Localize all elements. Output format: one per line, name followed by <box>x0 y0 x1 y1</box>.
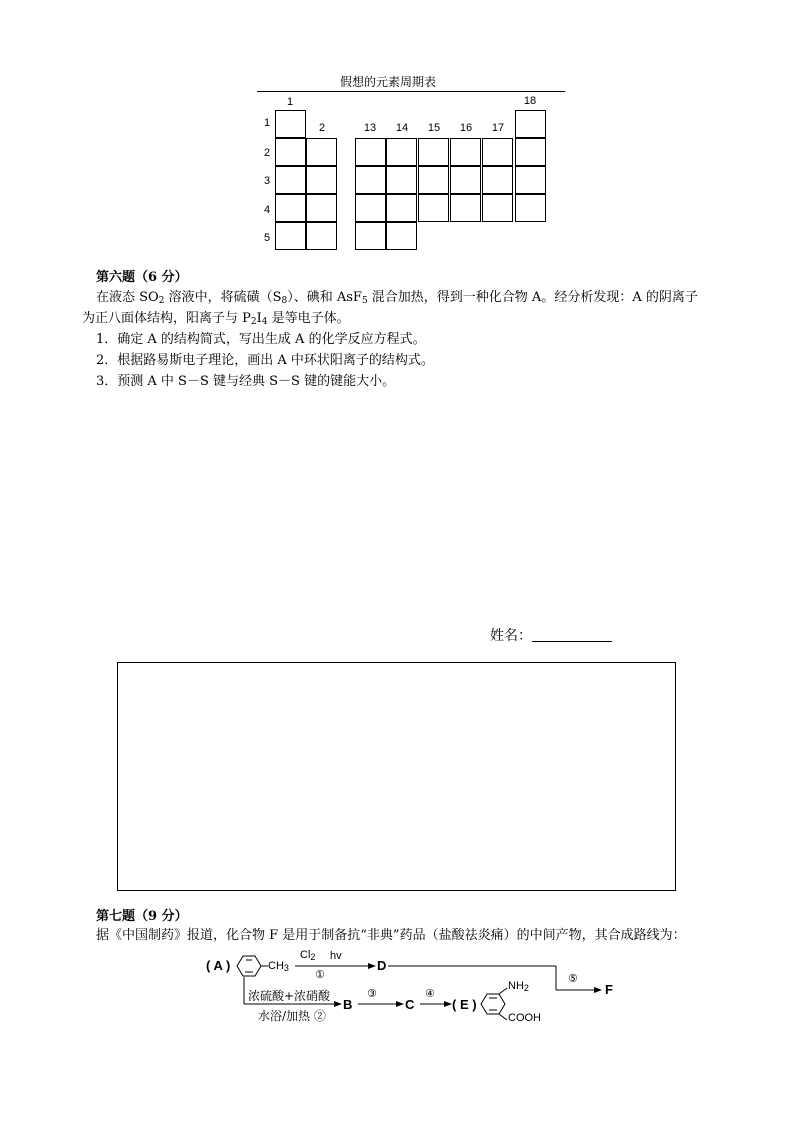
q7-heading: 第七题（9 分） <box>96 909 188 924</box>
element-cell <box>515 138 546 166</box>
q6-intro-line2 <box>82 308 742 329</box>
group-label-13: 13 <box>363 122 377 134</box>
element-cell <box>306 166 337 194</box>
element-cell <box>306 138 337 166</box>
arrowhead <box>368 963 376 969</box>
subscript: 3 <box>283 963 289 973</box>
subscript: 2 <box>310 952 316 962</box>
element-cell <box>386 222 417 250</box>
amino-group <box>508 980 529 992</box>
label-e: ( E ) <box>452 997 477 1012</box>
element-cell <box>355 194 386 222</box>
q6-text: 为正八面体结构，阳离子与 P <box>82 311 251 326</box>
title-underline <box>257 91 565 92</box>
compound-c: C <box>405 997 415 1012</box>
methyl-text: CH <box>268 960 284 972</box>
element-cell <box>275 110 306 138</box>
arrowhead <box>594 987 602 993</box>
group-label-2: 2 <box>318 122 326 134</box>
q6-text: 是等电子体。 <box>267 311 350 326</box>
element-cell <box>418 194 449 222</box>
step-3: ③ <box>367 988 377 1000</box>
element-cell <box>386 194 417 222</box>
arrowhead <box>334 1001 342 1007</box>
step-5: ⑤ <box>568 973 578 985</box>
compound-b: B <box>343 997 353 1012</box>
element-cell <box>515 194 546 222</box>
bond <box>499 988 507 994</box>
group-label-15: 15 <box>427 122 441 134</box>
carboxyl-group: COOH <box>508 1012 541 1024</box>
element-cell <box>515 166 546 194</box>
element-cell <box>418 138 449 166</box>
q6-item-1: 1．确定 A 的结构简式，写出生成 A 的化学反应方程式。 <box>96 332 426 347</box>
step-4: ④ <box>425 988 435 1000</box>
period-label-2: 2 <box>264 147 271 159</box>
methyl-group <box>268 960 289 972</box>
subscript: 2 <box>158 296 165 306</box>
q6-item-2: 2．根据路易斯电子理论，画出 A 中环状阳离子的结构式。 <box>96 353 434 368</box>
q6-text: I <box>256 311 262 326</box>
name-label: 姓名： <box>490 628 532 644</box>
element-cell <box>275 166 306 194</box>
subscript: 5 <box>361 296 368 306</box>
compound-f: F <box>605 982 613 997</box>
element-cell <box>482 138 513 166</box>
arrowhead <box>444 1001 452 1007</box>
q6-text: 在液态 SO <box>96 290 159 305</box>
benzene-ring-icon <box>481 994 505 1014</box>
reagent-hv: hv <box>330 950 342 962</box>
reagent-nitration: 浓硫酸+浓硝酸 <box>248 989 331 1003</box>
element-cell <box>450 166 481 194</box>
compound-d: D <box>377 958 387 973</box>
period-label-4: 4 <box>264 204 271 216</box>
element-cell <box>355 222 386 250</box>
q6-heading: 第六题（6 分） <box>96 270 188 285</box>
subscript: 4 <box>261 317 268 327</box>
arrowhead <box>396 1001 404 1007</box>
element-cell <box>275 138 306 166</box>
period-label-1: 1 <box>264 117 271 129</box>
period-label-3: 3 <box>264 175 271 187</box>
group-label-18: 18 <box>523 95 537 107</box>
element-cell <box>355 138 386 166</box>
element-cell <box>515 110 546 138</box>
element-cell <box>450 138 481 166</box>
group-label-14: 14 <box>395 122 409 134</box>
group-label-1: 1 <box>286 96 294 108</box>
answer-box[interactable] <box>117 662 676 891</box>
q6-text: 溶液中，将硫磺（S <box>164 290 282 305</box>
element-cell <box>386 166 417 194</box>
cl2-text: Cl <box>300 949 311 961</box>
element-cell <box>386 138 417 166</box>
bond <box>499 1014 507 1020</box>
label-a: ( A ) <box>206 958 231 973</box>
period-label-5: 5 <box>264 232 271 244</box>
benzene-ring-icon <box>237 956 261 976</box>
name-field <box>490 625 612 645</box>
element-cell <box>450 194 481 222</box>
element-cell <box>355 166 386 194</box>
q6-item-3: 3．预测 A 中 S－S 键与经典 S－S 键的键能大小。 <box>96 374 396 389</box>
group-label-17: 17 <box>491 122 505 134</box>
element-cell <box>306 194 337 222</box>
q7-intro: 据《中国制药》报道，化合物 F 是用于制备抗“非典”药品（盐酸祛炎痛）的中间产物，其合成路线为： <box>96 928 686 943</box>
subscript: 2 <box>250 317 257 327</box>
reagent-cl2 <box>300 949 315 961</box>
q6-text: ）、碘和 AsF <box>287 290 362 305</box>
element-cell <box>306 222 337 250</box>
q6-text: 混合加热，得到一种化合物 A。经分析发现：A 的阴离子 <box>367 290 698 305</box>
name-input-line[interactable] <box>532 627 612 642</box>
subscript: 8 <box>281 296 288 306</box>
periodic-table-title: 假想的元素周期表 <box>340 75 437 89</box>
subscript: 2 <box>523 983 529 993</box>
element-cell <box>418 166 449 194</box>
q6-intro-line1 <box>96 287 736 308</box>
group-label-16: 16 <box>459 122 473 134</box>
element-cell <box>275 194 306 222</box>
element-cell <box>482 166 513 194</box>
nh2-text: NH <box>508 980 524 992</box>
step-1: ① <box>315 969 325 981</box>
element-cell <box>275 222 306 250</box>
element-cell <box>482 194 513 222</box>
reagent-conditions: 水浴/加热 ② <box>258 1009 326 1023</box>
